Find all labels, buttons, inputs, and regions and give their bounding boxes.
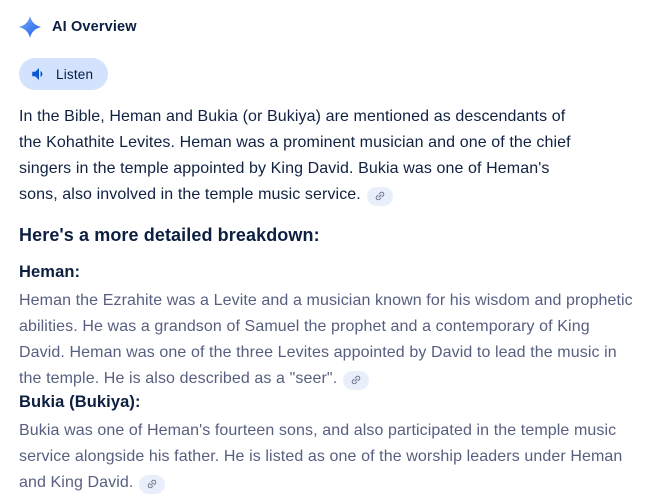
paragraph-line: David. Heman was one of the three Levites appointed by David to lead the music in [19, 344, 617, 361]
heman-paragraph [19, 288, 657, 392]
listen-button[interactable] [19, 58, 108, 90]
listen-button-label: Listen [56, 66, 94, 82]
source-link-chip[interactable] [367, 187, 393, 206]
link-icon [144, 476, 161, 493]
bukia-paragraph [19, 418, 657, 496]
volume-icon [30, 65, 48, 83]
link-icon [371, 188, 388, 205]
source-link-chip[interactable] [343, 371, 369, 390]
paragraph-line: abilities. He was a grandson of Samuel the prophet and a contemporary of King [19, 318, 590, 335]
intro-paragraph [19, 104, 657, 208]
source-link-chip[interactable] [139, 475, 165, 494]
section-heading-heman: Heman: [19, 263, 81, 281]
paragraph-line: and King David. [19, 470, 657, 496]
paragraph-line: singers in the temple appointed by King David. Bukia was one of Heman's [19, 160, 550, 177]
ai-overview-header [19, 14, 657, 40]
link-icon [348, 372, 365, 389]
breakdown-heading: Here's a more detailed breakdown: [19, 225, 320, 245]
paragraph-line: the temple. He is also described as a "seer". [19, 366, 657, 392]
gemini-sparkle-icon [19, 16, 41, 38]
paragraph-line: Bukia was one of Heman's fourteen sons, and also participated in the temple music [19, 422, 617, 439]
section-heading-bukia: Bukia (Bukiya): [19, 393, 141, 411]
paragraph-line: In the Bible, Heman and Bukia (or Bukiya) are mentioned as descendants of [19, 108, 566, 125]
page-title: AI Overview [52, 19, 137, 35]
paragraph-line: the Kohathite Levites. Heman was a prominent musician and one of the chief [19, 134, 571, 151]
paragraph-line: Heman the Ezrahite was a Levite and a musician known for his wisdom and prophetic [19, 292, 633, 309]
paragraph-line: sons, also involved in the temple music service. [19, 182, 657, 208]
paragraph-line: service alongside his father. He is listed as one of the worship leaders under Heman [19, 448, 623, 465]
